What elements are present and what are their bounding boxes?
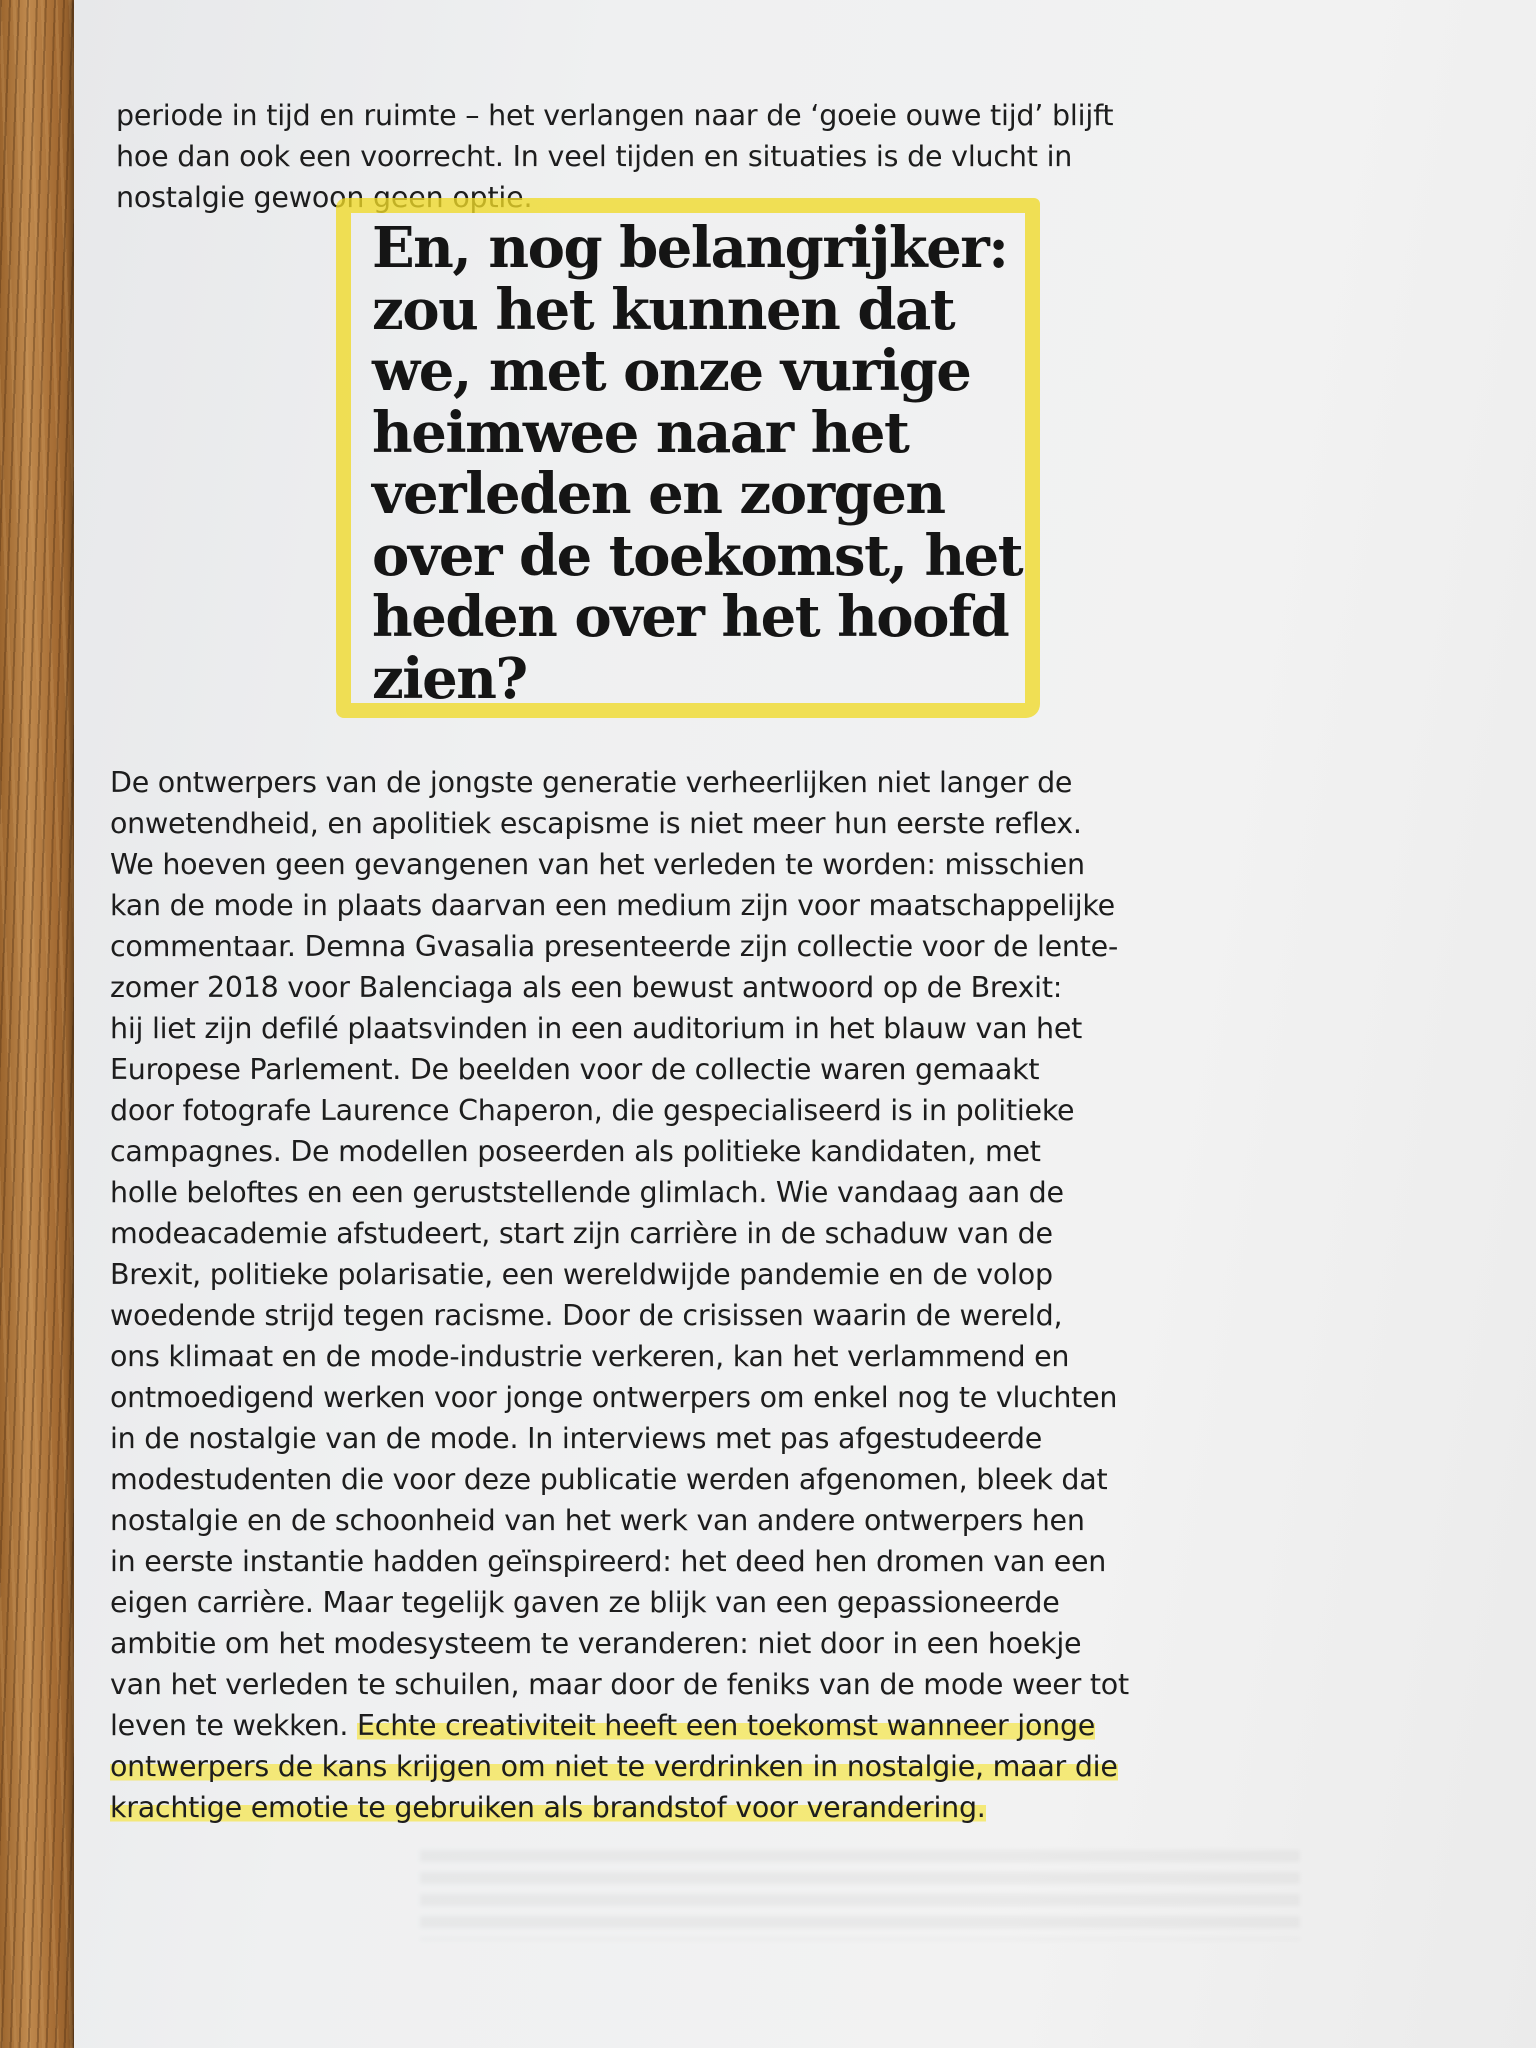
pull-quote: En, nog belangrijker: zou het kunnen dat we, met onze vurige heimwee naar het verleden en zorgen over de toekomst, het heden over het hoofd zien? <box>372 215 1023 712</box>
highlighted-sentence: Echte creativiteit heeft een toekomst wanneer jonge ontwerpers de kans krijgen om niet te verdrinken in nostalgie, maar die krachtige emotie te gebruiken als brandstof voor verandering. <box>110 1709 1118 1824</box>
body-text: De ontwerpers van de jongste generatie verheerlijken niet langer de onwetendheid, en apolitiek escapisme is niet meer hun eerste reflex. We hoeven geen gevangenen van het verleden te worden: misschien kan de mode in plaats daarvan een medium zijn voor maatschappelijke commentaar. Demna Gvasalia presenteerde zijn collectie voor de lente- zomer 2018 voor Balenciaga als een bewust antwoord op de Brexit: hij liet zijn defilé plaatsvinden in een auditorium in het blauw van het Europese Parlement. De beelden voor de collectie waren gemaakt door fotografe Laurence Chaperon, die gespecialiseerd is in politieke campagnes. De modellen poseerden als politieke kandidaten, met holle beloftes en een geruststellende glimlach. Wie vandaag aan de modeacademie afstudeert, start zijn carrière in de schaduw van de Brexit, politieke polarisatie, een wereldwijde pandemie en de volop woedende strijd tegen racisme. Door de crisissen waarin de wereld, ons klimaat en de mode-industrie verkeren, kan het verlammend en ontmoedigend werken voor jonge ontwerpers om enkel nog te vluchten in de nostalgie van de mode. In interviews met pas afgestudeerde modestudenten die voor deze publicatie werden afgenomen, bleek dat nostalgie en de schoonheid van het werk van andere ontwerpers hen in eerste instantie hadden geïnspireerd: het deed hen dromen van een eigen carrière. Maar tegelijk gaven ze blijk van een gepassioneerde ambitie om het modesysteem te veranderen: niet door in een hoekje van het verleden te schuilen, maar door de feniks van de mode weer tot leven te wekken. <box>110 766 1129 1742</box>
intro-paragraph: periode in tijd en ruimte – het verlangen naar de ‘goeie ouwe tijd’ blijft hoe dan ook een voorrecht. In veel tijden en situaties is de vlucht in nostalgie gewoon geen optie. <box>116 99 1114 214</box>
wooden-table-background <box>0 0 80 2048</box>
body-paragraph <box>110 762 1240 1828</box>
show-through-text <box>420 1850 1300 1940</box>
